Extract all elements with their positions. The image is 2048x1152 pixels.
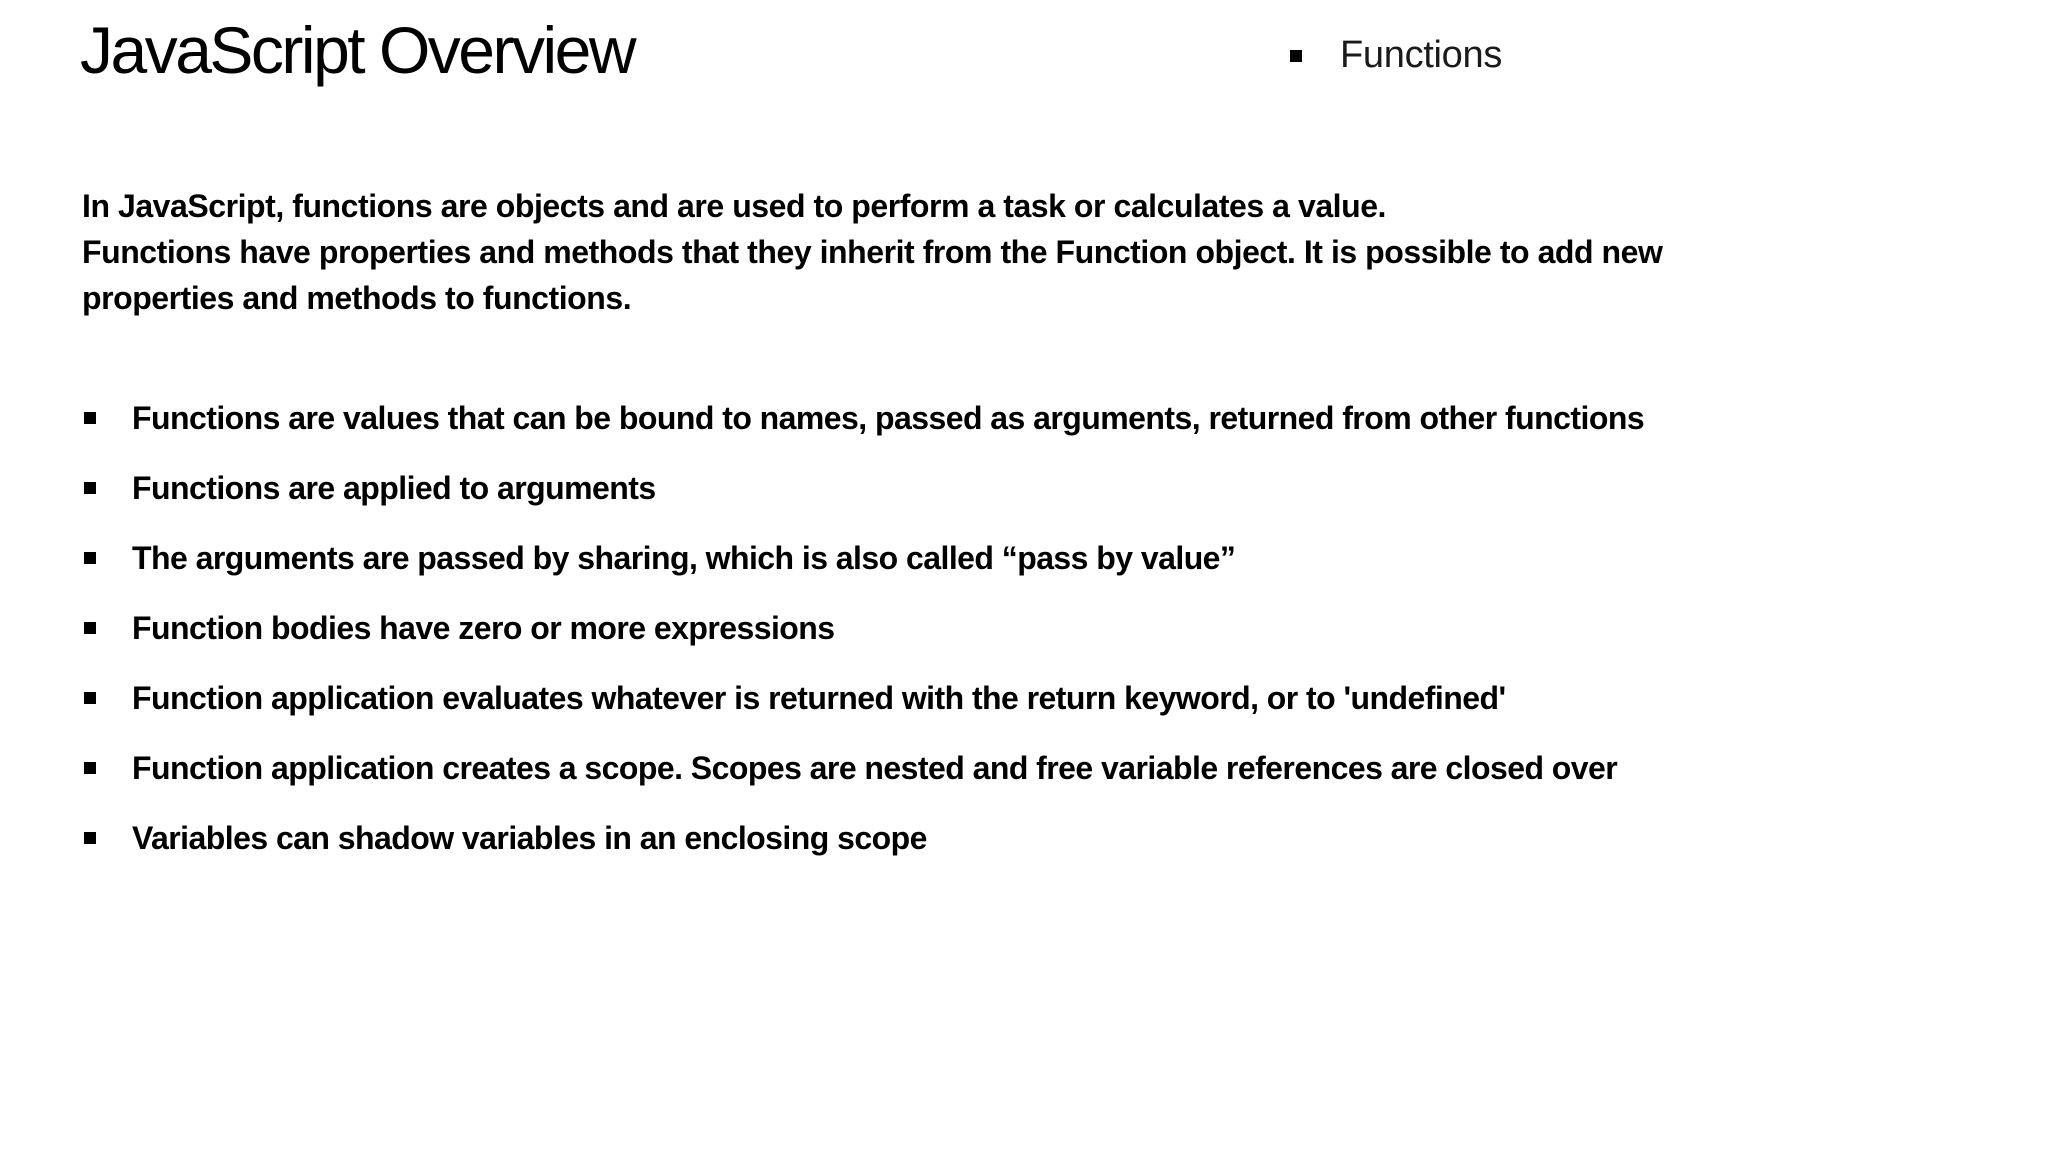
square-bullet-icon xyxy=(1290,50,1302,62)
square-bullet-icon xyxy=(84,482,96,494)
bullet-text: Functions are values that can be bound to names, passed as arguments, returned from other functions xyxy=(132,399,1645,436)
bullet-text: Variables can shadow variables in an enclosing scope xyxy=(132,819,927,856)
bullet-item xyxy=(82,803,1644,873)
bullet-item xyxy=(82,663,1644,733)
square-bullet-icon xyxy=(84,762,96,774)
slide-title: JavaScript Overview xyxy=(80,13,635,87)
section-tag-label: Functions xyxy=(1340,34,1503,76)
bullet-text: Function bodies have zero or more expressions xyxy=(132,609,835,646)
intro-line: In JavaScript, functions are objects and are used to perform a task or calculates a value. xyxy=(82,188,1386,224)
square-bullet-icon xyxy=(84,692,96,704)
square-bullet-icon xyxy=(84,832,96,844)
bullet-text: The arguments are passed by sharing, which is also called “pass by value” xyxy=(132,539,1236,576)
bullet-text: Function application creates a scope. Scopes are nested and free variable references are closed over xyxy=(132,749,1618,786)
bullet-item xyxy=(82,453,1644,523)
intro-line: properties and methods to functions. xyxy=(82,280,632,316)
bullet-item xyxy=(82,733,1644,803)
square-bullet-icon xyxy=(84,622,96,634)
bullet-item xyxy=(82,593,1644,663)
bullet-list xyxy=(82,383,1644,873)
intro-line: Functions have properties and methods that they inherit from the Function object. It is possible to add new xyxy=(82,234,1663,270)
intro-paragraph xyxy=(82,183,1962,321)
bullet-text: Functions are applied to arguments xyxy=(132,469,656,506)
bullet-text: Function application evaluates whatever is returned with the return keyword, or to 'undefined' xyxy=(132,679,1506,716)
square-bullet-icon xyxy=(84,552,96,564)
bullet-item xyxy=(82,383,1644,453)
bullet-item xyxy=(82,523,1644,593)
section-tag xyxy=(1290,34,1502,77)
square-bullet-icon xyxy=(84,412,96,424)
